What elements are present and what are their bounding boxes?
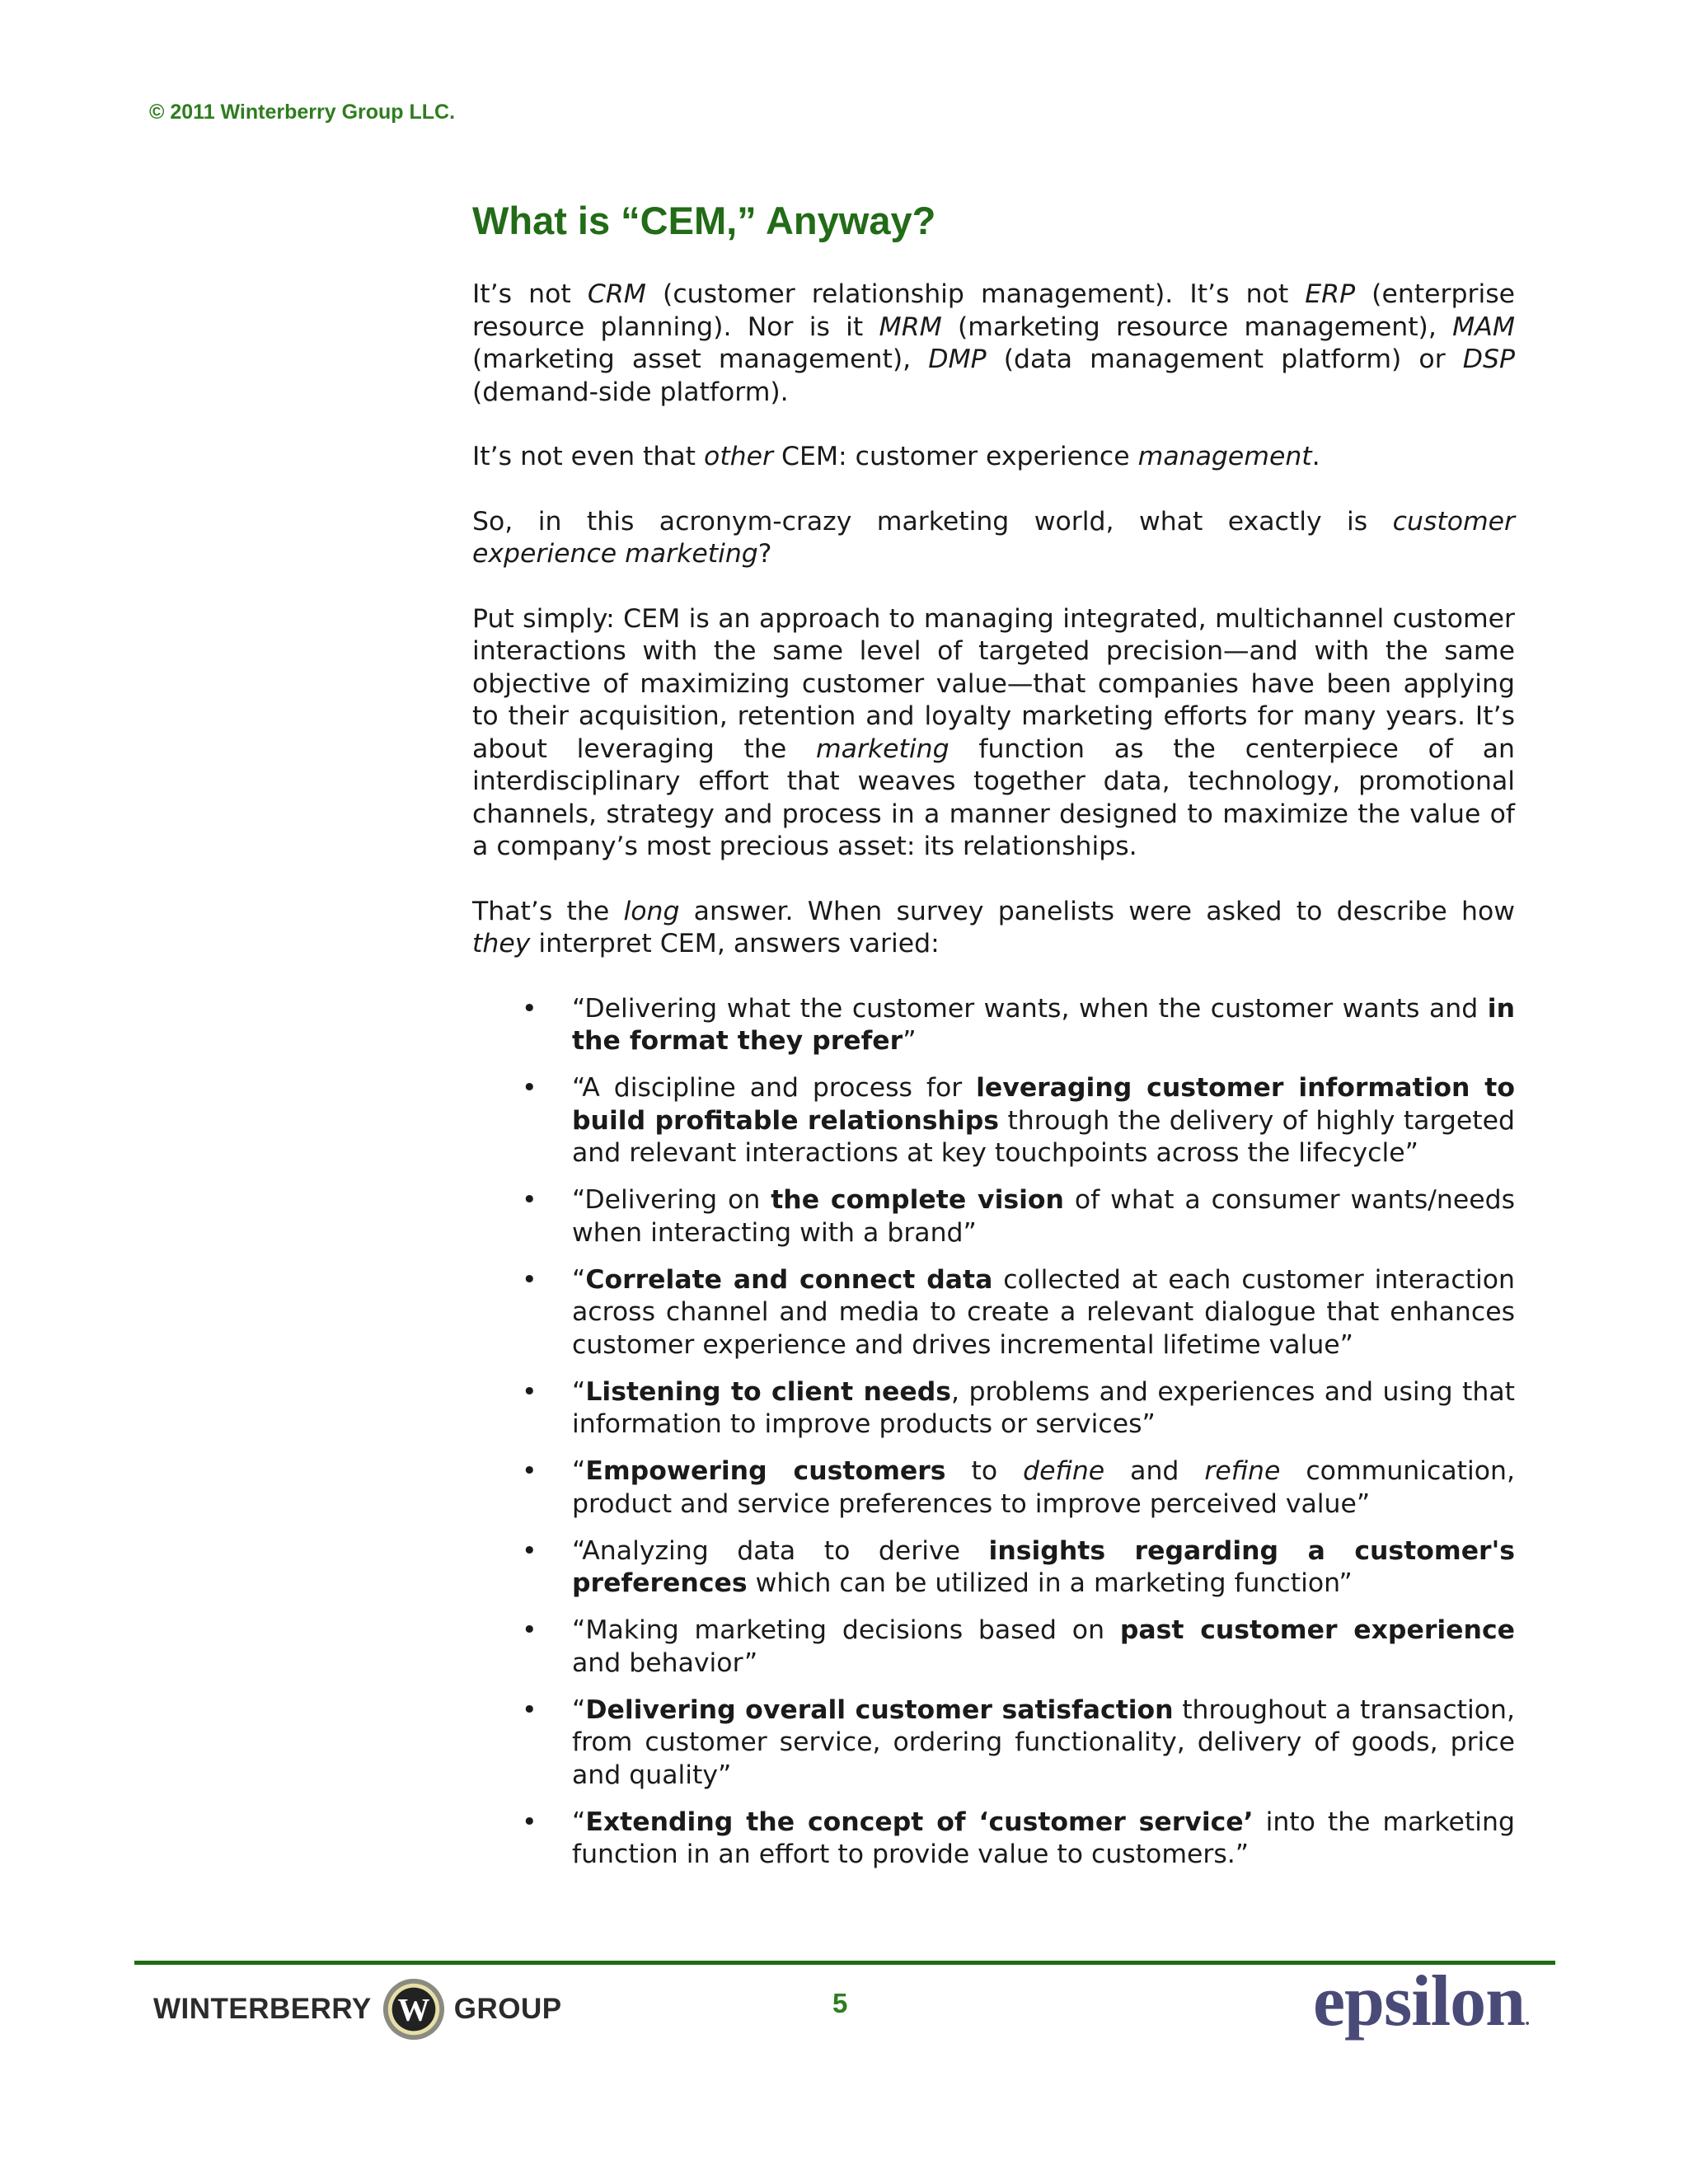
paragraph: That’s the long answer. When survey panelists were asked to describe how they interpret CEM, answers varied:: [472, 896, 1515, 959]
list-item-text: “Correlate and connect data collected at each customer interaction across channel and media to create a relevant dialogue that enhances customer experience and drives incremental lifetime value”: [572, 1264, 1515, 1360]
bullet-icon: •: [522, 1535, 537, 1566]
list-item: [472, 1807, 1515, 1872]
list-item-text: “Analyzing data to derive insights regarding a customer's preferences which can be utilized in a marketing function”: [572, 1535, 1515, 1599]
panelist-answers-list: [472, 993, 1515, 1872]
bullet-icon: •: [522, 1615, 537, 1646]
bullet-icon: •: [522, 1456, 537, 1487]
list-item: [472, 993, 1515, 1058]
list-item-text: “A discipline and process for leveraging customer information to build profitable relationships through the delivery of highly targeted and relevant interactions at key touchpoints across the lifecycle”: [572, 1073, 1515, 1169]
bullet-icon: •: [522, 993, 537, 1024]
page-title: What is “CEM,” Anyway?: [472, 199, 936, 242]
winterberry-seal-icon: [382, 1977, 446, 2041]
bullet-icon: •: [522, 1073, 537, 1104]
paragraph: It’s not CRM (customer relationship management). It’s not ERP (enterprise resource planning). Nor is it MRM (marketing resource management), MAM (marketing asset management), DMP (data management platform) or DSP (demand-side platform).: [472, 279, 1515, 407]
bullet-icon: •: [522, 1807, 537, 1837]
list-item-text: “Delivering on the complete vision of what a consumer wants/needs when interacting with a brand”: [572, 1185, 1516, 1248]
bullet-icon: •: [522, 1376, 537, 1407]
epsilon-logo: [1313, 1960, 1529, 2043]
seal-letter: W: [397, 1992, 430, 2028]
document-body: [472, 198, 1515, 1886]
list-item: [472, 1376, 1515, 1441]
list-item-text: “Making marketing decisions based on past customer experience and behavior”: [572, 1615, 1515, 1678]
list-item: [472, 1455, 1515, 1521]
list-item-text: “Empowering customers to define and refine communication, product and service preferences to improve perceived value”: [572, 1456, 1515, 1519]
list-item-text: “Extending the concept of ‘customer service’ into the marketing function in an effort to provide value to customers.”: [572, 1807, 1515, 1870]
copyright-notice: © 2011 Winterberry Group LLC.: [149, 101, 456, 124]
list-item-text: “Listening to client needs, problems and experiences and using that information to improve products or services”: [572, 1376, 1515, 1440]
epsilon-mark: .: [1525, 2008, 1530, 2030]
bullet-icon: •: [522, 1694, 537, 1725]
paragraph: Put simply: CEM is an approach to managing integrated, multichannel customer interactions with the same level of targeted precision—and with the same objective of maximizing customer value—that companies have been applying to their acquisition, retention and loyalty marketing efforts for many years. It’s about leveraging the marketing function as the centerpiece of an interdisciplinary effort that weaves together data, technology, promotional channels, strategy and process in a manner designed to maximize the value of a company’s most precious asset: its relationships.: [472, 603, 1516, 862]
list-item: [472, 1184, 1515, 1249]
list-item: [472, 1535, 1515, 1601]
list-item: [472, 1615, 1515, 1680]
paragraph: It’s not even that other CEM: customer experience management.: [472, 442, 1320, 472]
page-number: 5: [832, 1988, 848, 2018]
list-item: [472, 1072, 1515, 1170]
paragraph: So, in this acronym-crazy marketing world, what exactly is customer experience marketing?: [472, 506, 1515, 569]
logo-word-left: WINTERBERRY: [153, 1993, 372, 2025]
bullet-icon: •: [522, 1264, 537, 1295]
winterberry-group-logo: [153, 1972, 562, 2046]
list-item-text: “Delivering what the customer wants, when the customer wants and in the format they prefer”: [572, 993, 1515, 1057]
epsilon-wordmark: epsilon: [1313, 1961, 1526, 2041]
intro-paragraphs: [472, 279, 1515, 961]
bullet-icon: •: [522, 1185, 537, 1216]
list-item-text: “Delivering overall customer satisfaction throughout a transaction, from customer service, ordering functionality, delivery of goods, price and quality”: [572, 1694, 1515, 1790]
logo-word-right: GROUP: [453, 1993, 562, 2025]
list-item: [472, 1694, 1515, 1793]
list-item: [472, 1264, 1515, 1362]
